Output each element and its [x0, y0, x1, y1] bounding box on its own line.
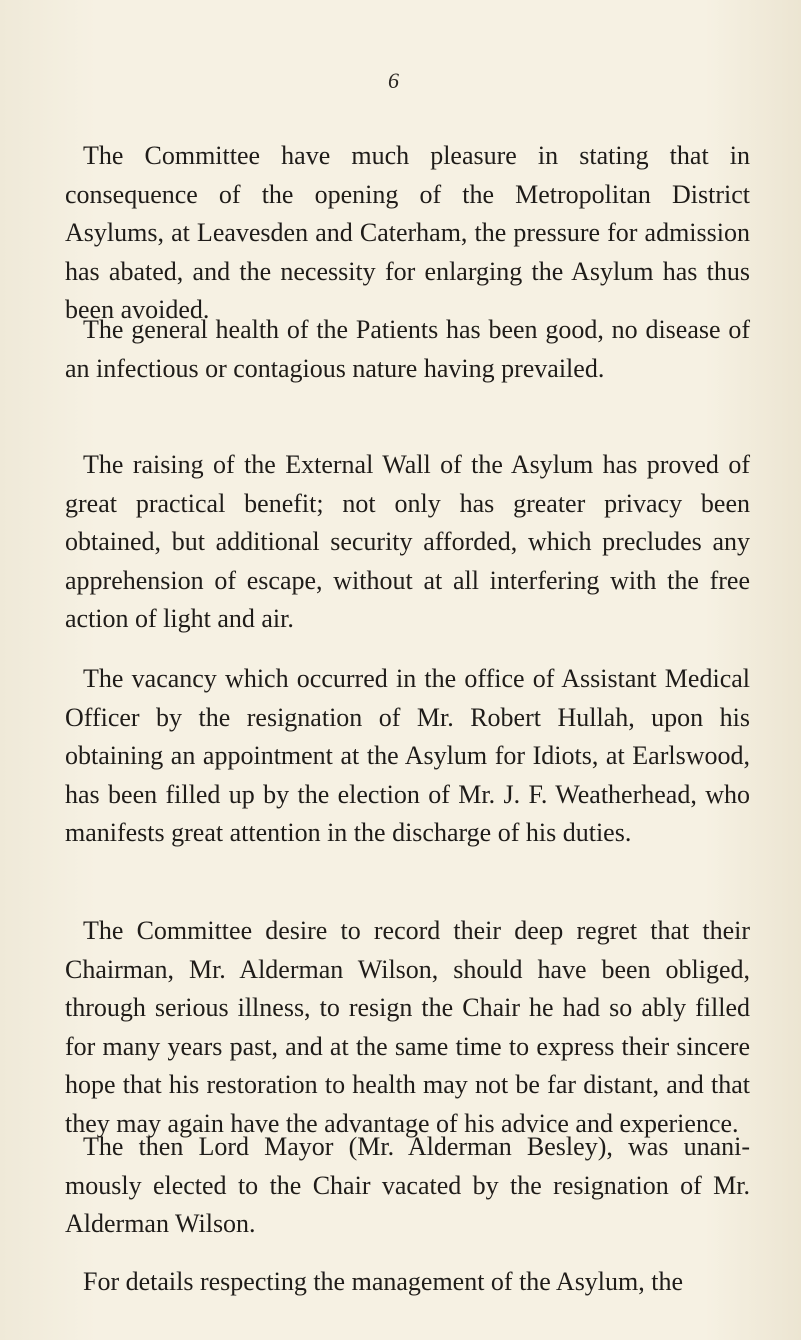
paragraph-general-health: The general health of the Patients has been good, no disease of an infectious or contagious nature having prevailed.	[65, 315, 750, 383]
paragraph-management-details: For details respecting the management of the Asylum, the	[83, 1267, 684, 1296]
paragraph-external-wall: The raising of the External Wall of the Asylum has proved of great practical benefit; not only has greater privacy been obtained, but additional security afforded, which precludes any apprehension of escape, without at all interfering with the free action of light and air.	[65, 450, 750, 633]
paragraph-lord-mayor: The then Lord Mayor (Mr. Alderman Besley), was unani- mously elected to the Chair vacated by the resignation of Mr. Alderman Wilson.	[65, 1132, 750, 1238]
paragraph-chairman-regret: The Committee desire to record their deep regret that their Chairman, Mr. Alderman Wilson, should have been obliged, through serious illness, to resign the Chair he had so ably filled for many years past, and at the same time to express their sincere hope that his restoration to health may not be far distant, and that they may again have the advantage of his advice and experience.	[65, 916, 750, 1138]
page-number: 6	[388, 68, 399, 93]
paragraph-assistant-medical-officer: The vacancy which occurred in the office of Assistant Medical Officer by the resignation of Mr. Robert Hullah, upon his obtaining an appointment at the Asylum for Idiots, at Earlswood, has been filled up by the election of Mr. J. F. Weatherhead, who manifests great attention in the discharge of his duties.	[65, 664, 750, 847]
paragraph-committee-pleasure: The Committee have much pleasure in stating that in consequence of the opening of the Metropolitan District Asylums, at Leavesden and Caterham, the pressure for admission has abated, and the necessity for enlarging the Asylum has thus been avoided.	[65, 141, 750, 324]
